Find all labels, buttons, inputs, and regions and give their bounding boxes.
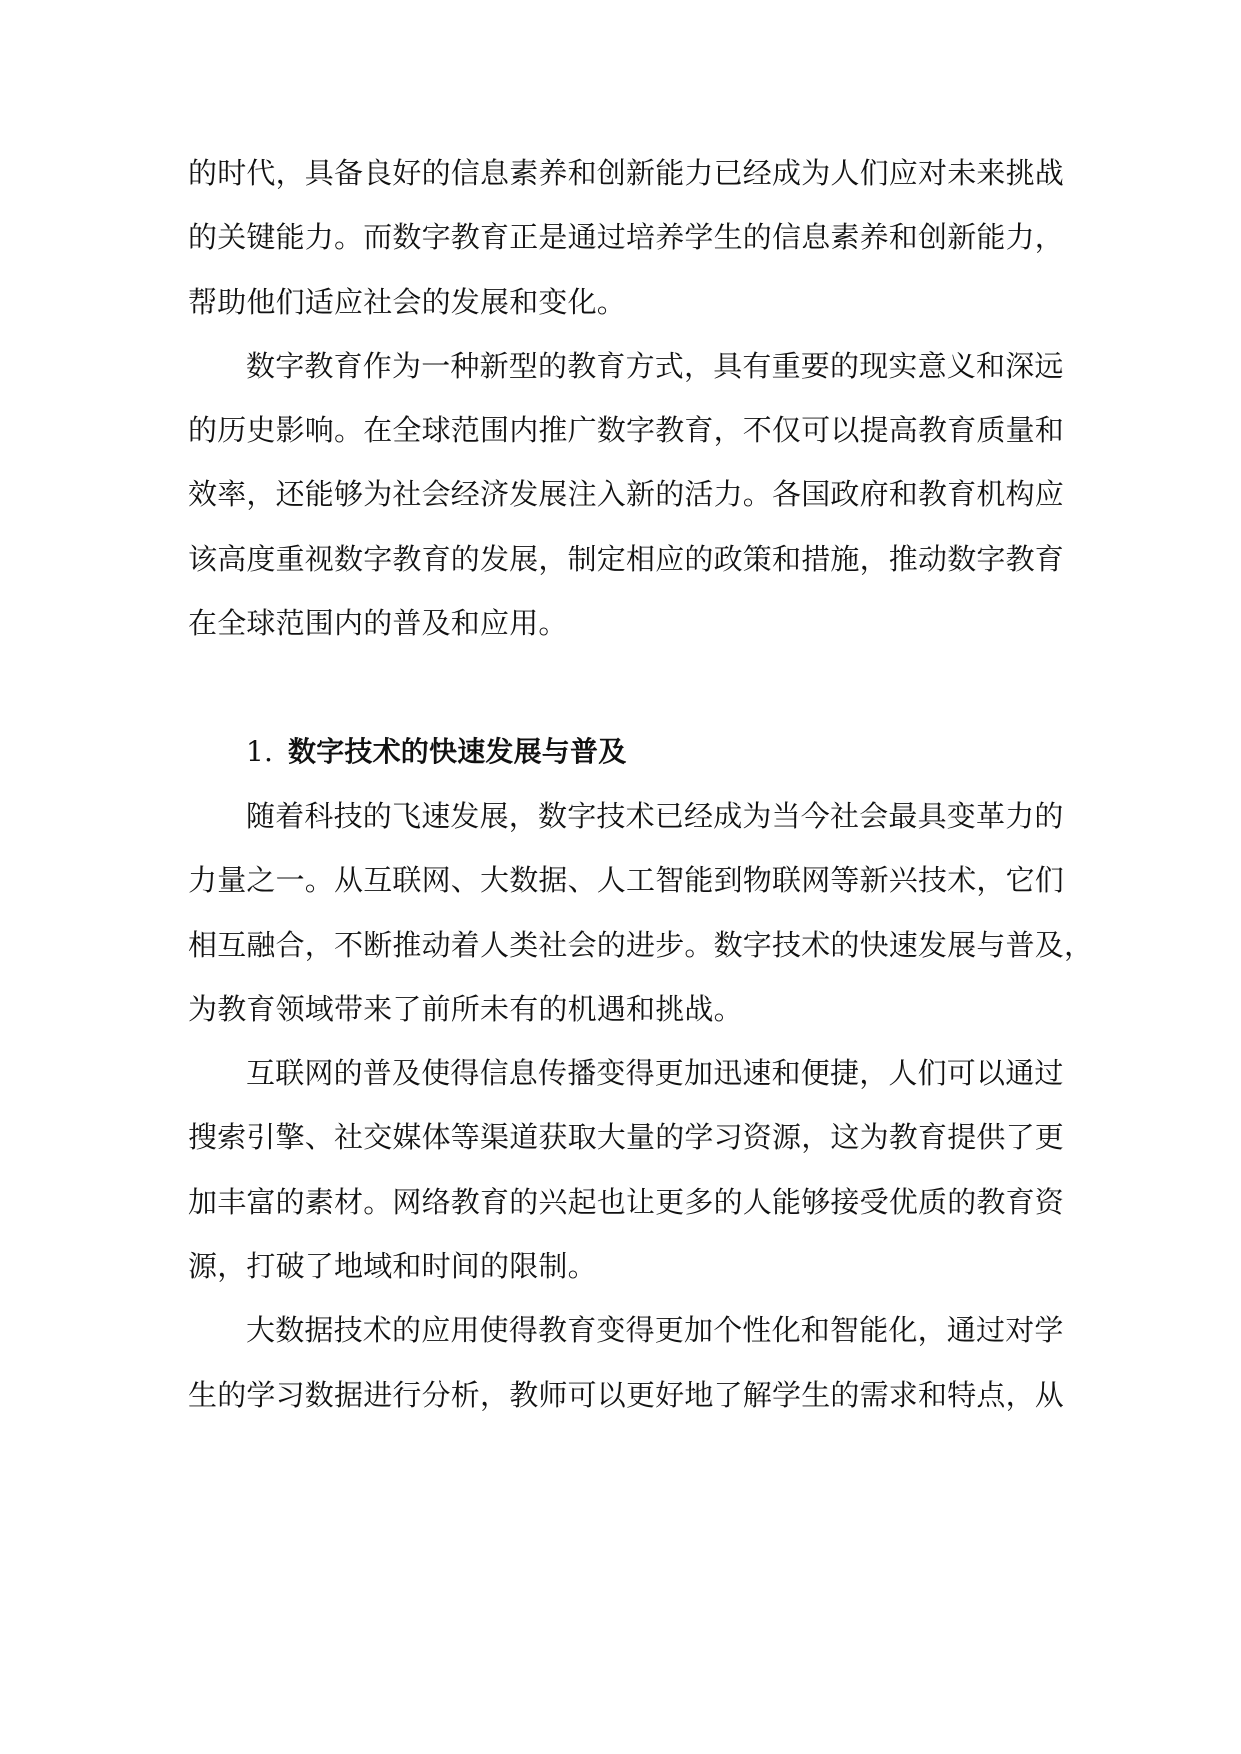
paragraph-line: 源，打破了地域和时间的限制。 bbox=[188, 1249, 597, 1284]
paragraph-line: 的时代，具备良好的信息素养和创新能力已经成为人们应对未来挑战 bbox=[188, 156, 1065, 190]
paragraph-line: 的关键能力。而数字教育正是通过培养学生的信息素养和创新能力， bbox=[188, 220, 1065, 255]
document-body bbox=[188, 141, 1094, 1427]
paragraph-line: 搜索引擎、社交媒体等渠道获取大量的学习资源，这为教育提供了更 bbox=[188, 1120, 1065, 1155]
paragraph-line: 该高度重视数字教育的发展，制定相应的政策和措施，推动数字教育 bbox=[188, 541, 1065, 576]
paragraph-line: 帮助他们适应社会的发展和变化。 bbox=[188, 284, 627, 319]
section-number: 1. bbox=[246, 734, 274, 768]
paragraph-line: 加丰富的素材。网络教育的兴起也让更多的人能够接受优质的教育资 bbox=[188, 1184, 1065, 1219]
paragraph-line: 为教育领域带来了前所未有的机遇和挑战。 bbox=[188, 991, 743, 1026]
paragraph-line: 随着科技的飞速发展，数字技术已经成为当今社会最具变革力的 bbox=[246, 798, 1064, 833]
paragraph-line: 的历史影响。在全球范围内推广数字教育，不仅可以提高教育质量和 bbox=[188, 413, 1065, 448]
section-heading bbox=[188, 720, 1058, 784]
paragraph-line: 互联网的普及使得信息传播变得更加迅速和便捷，人们可以通过 bbox=[246, 1056, 1064, 1091]
paragraph-line: 效率，还能够为社会经济发展注入新的活力。各国政府和教育机构应 bbox=[188, 477, 1065, 512]
section-title: 数字技术的快速发展与普及 bbox=[288, 734, 627, 768]
paragraph-line: 力量之一。从互联网、大数据、人工智能到物联网等新兴技术，它们 bbox=[188, 863, 1065, 898]
section-spacer bbox=[188, 655, 1058, 719]
paragraph-line: 在全球范围内的普及和应用。 bbox=[188, 606, 568, 641]
paragraph-line: 相互融合，不断推动着人类社会的进步。数字技术的快速发展与普及， bbox=[188, 927, 1094, 962]
paragraph-line: 生的学习数据进行分析，教师可以更好地了解学生的需求和特点，从 bbox=[188, 1377, 1065, 1412]
paragraph-line: 数字教育作为一种新型的教育方式，具有重要的现实意义和深远 bbox=[246, 348, 1064, 383]
paragraph-line: 大数据技术的应用使得教育变得更加个性化和智能化，通过对学 bbox=[246, 1313, 1064, 1348]
